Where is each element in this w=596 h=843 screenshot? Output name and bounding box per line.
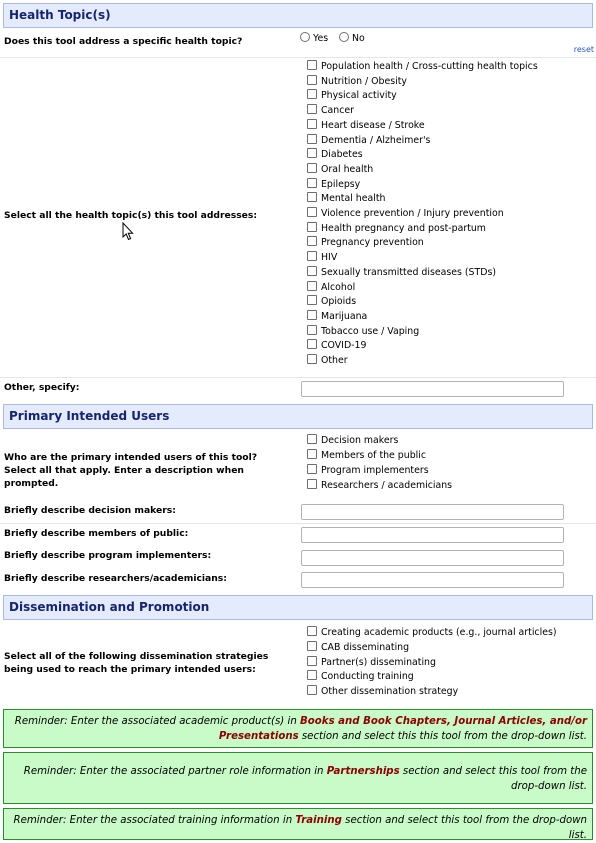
health-topic-option[interactable] [307, 295, 356, 310]
checkbox-icon[interactable] [307, 207, 317, 217]
dissemination-strategy-option[interactable] [307, 670, 414, 685]
dissemination-strategy-label: Other dissemination strategy [321, 686, 459, 698]
checkbox-icon[interactable] [307, 479, 317, 489]
health-topic-option[interactable] [307, 119, 425, 134]
reminder-link-academic-products[interactable]: Books and Book Chapters, Journal Articles, and/or Presentations [218, 716, 587, 742]
checkbox-icon[interactable] [307, 163, 317, 173]
radio-no-icon[interactable] [339, 32, 349, 42]
health-topic-option[interactable] [307, 134, 430, 149]
reminder-text: Reminder: Enter the associated partner role information in [23, 766, 327, 777]
intended-user-option[interactable] [307, 434, 398, 449]
health-topic-option[interactable] [307, 339, 366, 354]
health-topic-label: Alcohol [321, 281, 356, 293]
health-topic-label: Physical activity [321, 90, 397, 102]
health-topic-option[interactable] [307, 236, 424, 251]
checkbox-icon[interactable] [307, 626, 317, 636]
radio-no-label: No [352, 33, 365, 44]
describe-implementers-label: Briefly describe program implementers: [4, 550, 212, 561]
strategies-question: Select all of the following dissemination strategies being used to reach the primary intended users: [4, 651, 269, 675]
checkbox-icon[interactable] [307, 60, 317, 70]
intended-user-label: Researchers / academicians [321, 480, 453, 491]
health-topic-label: Tobacco use / Vaping [321, 325, 420, 337]
specific-topic-question: Does this tool address a specific health topic? [4, 36, 243, 47]
reminder-link-training[interactable]: Training [295, 815, 342, 826]
dissemination-strategy-label: Partner(s) disseminating [321, 656, 436, 668]
describe-researchers-input[interactable] [301, 572, 564, 588]
health-topic-label: Pregnancy prevention [321, 237, 424, 249]
dissemination-strategy-option[interactable] [307, 641, 409, 656]
health-topic-option[interactable] [307, 178, 360, 193]
describe-decision-makers-label: Briefly describe decision makers: [4, 505, 176, 516]
dissemination-strategy-option[interactable] [307, 656, 436, 671]
checkbox-icon[interactable] [307, 434, 317, 444]
checkbox-icon[interactable] [307, 354, 317, 364]
dissemination-strategy-label: CAB disseminating [321, 641, 410, 653]
reminder-training [3, 808, 593, 840]
checkbox-icon[interactable] [307, 192, 317, 202]
divider [0, 57, 596, 58]
dissemination-strategy-label: Conducting training [321, 671, 414, 683]
radio-yes[interactable] [300, 32, 328, 47]
health-topic-option[interactable] [307, 89, 397, 104]
checkbox-icon[interactable] [307, 251, 317, 261]
users-question: Who are the primary intended users of this tool? Select all that apply. Enter a description when prompted. [4, 452, 258, 489]
describe-public-input[interactable] [301, 527, 564, 543]
intended-user-label: Decision makers [321, 435, 399, 446]
checkbox-icon[interactable] [307, 119, 317, 129]
checkbox-icon[interactable] [307, 281, 317, 291]
checkbox-icon[interactable] [307, 104, 317, 114]
section-header-health-topics: Health Topic(s) [3, 3, 593, 28]
radio-yes-label: Yes [313, 33, 329, 44]
section-header-dissemination: Dissemination and Promotion [3, 595, 593, 620]
radio-no[interactable] [339, 32, 365, 47]
health-topic-label: Violence prevention / Injury prevention [321, 208, 504, 219]
reminder-text: Reminder: Enter the associated training information in [13, 815, 296, 826]
checkbox-icon[interactable] [307, 134, 317, 144]
health-topic-option[interactable] [307, 75, 407, 90]
health-topic-label: Population health / Cross-cutting health topics [321, 61, 538, 72]
mouse-cursor-icon [122, 222, 134, 241]
section-header-primary-users: Primary Intended Users [3, 404, 593, 429]
reminder-text: section and select this tool from the drop-down list. [399, 766, 587, 792]
reminder-text: Reminder: Enter the associated academic product(s) in [14, 716, 301, 727]
health-topic-label: Marijuana [321, 310, 368, 322]
reminder-partnerships [3, 752, 593, 804]
reminder-academic-products [3, 709, 593, 748]
divider [0, 523, 596, 524]
health-topic-label: Cancer [321, 105, 355, 117]
reset-link[interactable]: reset [573, 45, 594, 54]
health-topic-option[interactable] [307, 310, 367, 325]
checkbox-icon[interactable] [307, 178, 317, 188]
dissemination-strategy-option[interactable] [307, 685, 458, 700]
health-topic-option[interactable] [307, 60, 538, 75]
checkbox-icon[interactable] [307, 222, 317, 232]
checkbox-icon[interactable] [307, 75, 317, 85]
health-topic-option[interactable] [307, 104, 354, 119]
topics-question: Select all the health topic(s) this tool addresses: [4, 210, 258, 221]
checkbox-icon[interactable] [307, 266, 317, 276]
checkbox-icon[interactable] [307, 295, 317, 305]
intended-user-label: Program implementers [321, 465, 429, 476]
health-topic-option[interactable] [307, 222, 486, 237]
reminder-text: section and select this this tool from the drop-down list. [298, 731, 587, 742]
health-topic-label: COVID-19 [321, 340, 367, 352]
health-topic-label: Other [321, 355, 348, 366]
divider [0, 377, 596, 378]
health-topic-label: Nutrition / Obesity [321, 75, 407, 87]
health-topic-label: HIV [321, 252, 338, 264]
other-specify-input[interactable] [301, 381, 564, 397]
health-topic-label: Epilepsy [321, 178, 361, 190]
health-topic-option[interactable] [307, 163, 373, 178]
checkbox-icon[interactable] [307, 339, 317, 349]
intended-user-option[interactable] [307, 449, 426, 464]
checkbox-icon[interactable] [307, 89, 317, 99]
checkbox-icon[interactable] [307, 641, 317, 651]
health-topic-label: Oral health [321, 163, 374, 175]
health-topic-label: Sexually transmitted diseases (STDs) [321, 266, 496, 278]
health-topic-option[interactable] [307, 354, 348, 369]
checkbox-icon[interactable] [307, 148, 317, 158]
health-topic-label: Health pregnancy and post-partum [321, 222, 486, 234]
health-topic-option[interactable] [307, 251, 337, 266]
health-topic-label: Diabetes [321, 149, 363, 161]
health-topic-label: Opioids [321, 296, 357, 308]
health-topic-option[interactable] [307, 148, 363, 163]
checkbox-icon[interactable] [307, 310, 317, 320]
health-topic-option[interactable] [307, 266, 496, 281]
checkbox-icon[interactable] [307, 449, 317, 459]
intended-user-option[interactable] [307, 479, 452, 494]
health-topic-label: Heart disease / Stroke [321, 119, 425, 131]
checkbox-icon[interactable] [307, 325, 317, 335]
intended-user-label: Members of the public [321, 450, 427, 461]
health-topic-option[interactable] [307, 207, 504, 222]
dissemination-strategy-label: Creating academic products (e.g., journal articles) [321, 627, 557, 638]
health-topic-option[interactable] [307, 325, 419, 340]
checkbox-icon[interactable] [307, 464, 317, 474]
describe-public-label: Briefly describe members of public: [4, 528, 189, 539]
reminder-link-partnerships[interactable]: Partnerships [326, 766, 400, 777]
intended-user-option[interactable] [307, 464, 429, 479]
health-topic-label: Mental health [321, 193, 386, 205]
checkbox-icon[interactable] [307, 670, 317, 680]
describe-researchers-label: Briefly describe researchers/academicians: [4, 573, 227, 584]
radio-yes-icon[interactable] [300, 32, 310, 42]
other-specify-label: Other, specify: [4, 382, 80, 393]
health-topic-label: Dementia / Alzheimer's [321, 134, 431, 146]
checkbox-icon[interactable] [307, 236, 317, 246]
describe-decision-makers-input[interactable] [301, 504, 564, 520]
health-topic-option[interactable] [307, 192, 385, 207]
reminder-text: section and select this tool from the drop-down list. [341, 815, 587, 841]
describe-implementers-input[interactable] [301, 550, 564, 566]
dissemination-strategy-option[interactable] [307, 626, 557, 641]
health-topic-option[interactable] [307, 281, 355, 296]
checkbox-icon[interactable] [307, 685, 317, 695]
checkbox-icon[interactable] [307, 656, 317, 666]
